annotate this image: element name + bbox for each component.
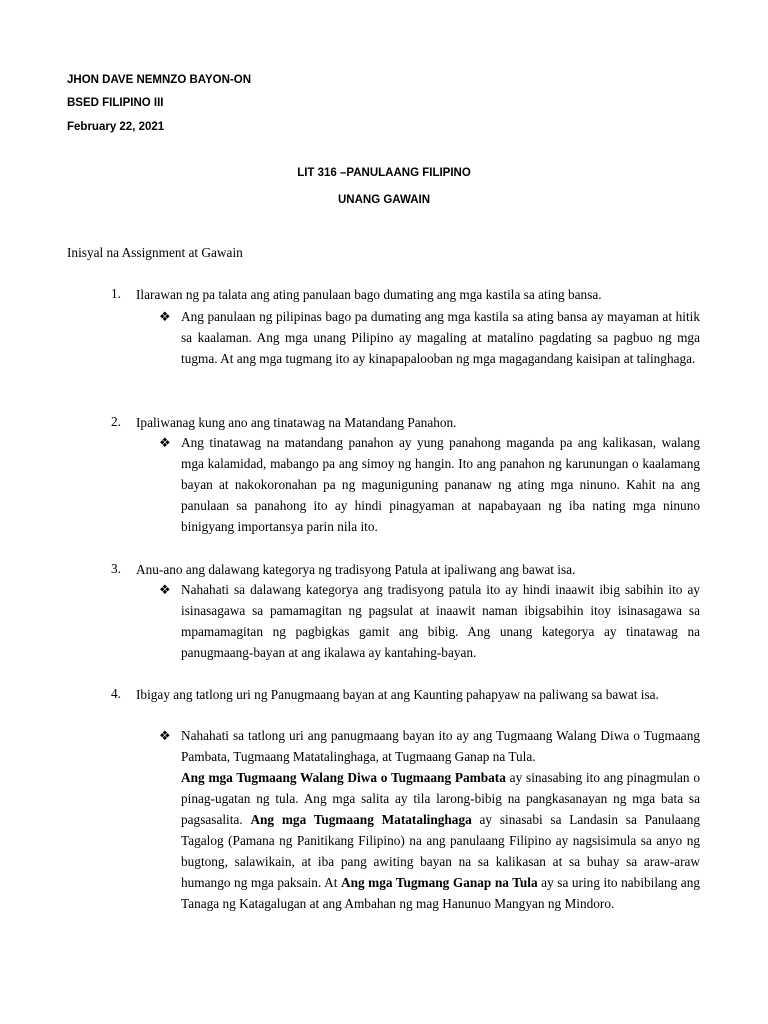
question-text: Anu-ano ang dalawang kategorya ng tradisyong Patula at ipaliwang ang bawat isa. — [136, 562, 576, 577]
answer-2 — [159, 432, 700, 537]
term-matatalinghaga-desc: ay sinasabi sa Landasin sa Panulaang Tagalog (Pamana ng Panitikang Filipino) na ang panulaang Filipino ay nagsisimula sa anyo ng bugtong, salawikain, at iba pang awiting bayan na sa kalikasan at sa buhay sa araw-araw humango ng mga paksain. At — [181, 812, 700, 890]
answer-text: Ang panulaan ng pilipinas bago pa dumating ang mga kastila sa ating bansa ay mayaman at hitik sa kaalaman. Ang mga unang Pilipino ay magaling at matalino pagdating sa pagbuo ng mga tugma. At ang mga tugmang ito ay kinapapalooban ng mga magagandang kaisipan at talinghaga. — [181, 309, 700, 366]
term-matatalinghaga: Ang mga Tugmaang Matatalinghaga — [250, 812, 472, 827]
answer-text: Nahahati sa dalawang kategorya ang tradisyong patula ito ay hindi inaawit ibig sabihin ito ay isinasagawa sa pamamagitan ng pagsulat at inaawit naman ibigsabihin itoy isinasagawa sa mpamamagitan ng pagbigkas gamit ang bibig. Ang unang kategorya ay tinatawag na panugmaang-bayan at ang ikalawa ay kantahing-bayan. — [181, 582, 700, 660]
intro-text: Inisyal na Assignment at Gawain — [67, 245, 243, 260]
student-course: BSED FILIPINO III — [67, 97, 164, 109]
student-name: JHON DAVE NEMNZO BAYON-ON — [67, 74, 252, 86]
term-ganap-na-tula: Ang mga Tugmang Ganap na Tula — [340, 875, 538, 890]
document-subtitle: UNANG GAWAIN — [338, 194, 430, 206]
question-number: 2. — [111, 414, 121, 429]
question-text: Ibigay ang tatlong uri ng Panugmaang bayan at ang Kaunting pahapyaw na paliwang sa bawat isa. — [136, 687, 659, 702]
question-number: 3. — [111, 561, 121, 576]
document-date: February 22, 2021 — [67, 121, 165, 133]
answer-1 — [159, 306, 700, 369]
question-number: 1. — [111, 286, 121, 301]
answer-intro: Nahahati sa tatlong uri ang panugmaang bayan ito ay ang Tugmaang Walang Diwa o Tugmaang Pambata, Tugmaang Matatalinghaga, at Tugmaang Ganap na Tula. — [181, 728, 700, 764]
diamond-bullet-icon: ❖ — [159, 435, 171, 450]
diamond-bullet-icon: ❖ — [159, 582, 171, 597]
question-number: 4. — [111, 686, 121, 701]
term-walang-diwa-desc: ay sinasabing ito ang pinagmulan o pinag-ugatan ng tula. Ang mga salita ay tila larong-bibig na pangkasanayan ng mga bata sa pagsasalita. — [181, 770, 701, 827]
answer-4 — [159, 725, 701, 914]
term-walang-diwa: Ang mga Tugmaang Walang Diwa o Tugmaang Pambata — [181, 770, 506, 785]
answer-3 — [159, 579, 700, 663]
diamond-bullet-icon: ❖ — [159, 728, 171, 743]
answer-text: Ang tinatawag na matandang panahon ay yung panahong maganda pa ang kalikasan, walang mga kalamidad, mabango pa ang simoy ng hangin. Ito ang panahon ng karunungan o kaalamang bayan at nakokoronahan pa ng maguniguning pananaw ng ating mga ninuno. Kahit na ang panulaan sa panahong ito ay hindi pinagyaman at napabayaan ng iba nating mga ninuno binigyang importansya parin nila ito. — [181, 435, 700, 534]
diamond-bullet-icon: ❖ — [159, 309, 171, 324]
question-text: Ipaliwanag kung ano ang tinatawag na Matandang Panahon. — [136, 415, 457, 430]
question-text: Ilarawan ng pa talata ang ating panulaan bago dumating ang mga kastila sa ating bansa. — [136, 287, 602, 302]
answer-detail — [181, 767, 700, 914]
answer-text — [181, 725, 700, 914]
term-ganap-na-tula-desc: ay sa uring ito nabibilang ang Tanaga ng Katagalugan at ang Ambahan ng mag Hanunuo Mangyan ng Mindoro. — [181, 875, 700, 911]
document-title: LIT 316 –PANULAANG FILIPINO — [297, 167, 471, 179]
